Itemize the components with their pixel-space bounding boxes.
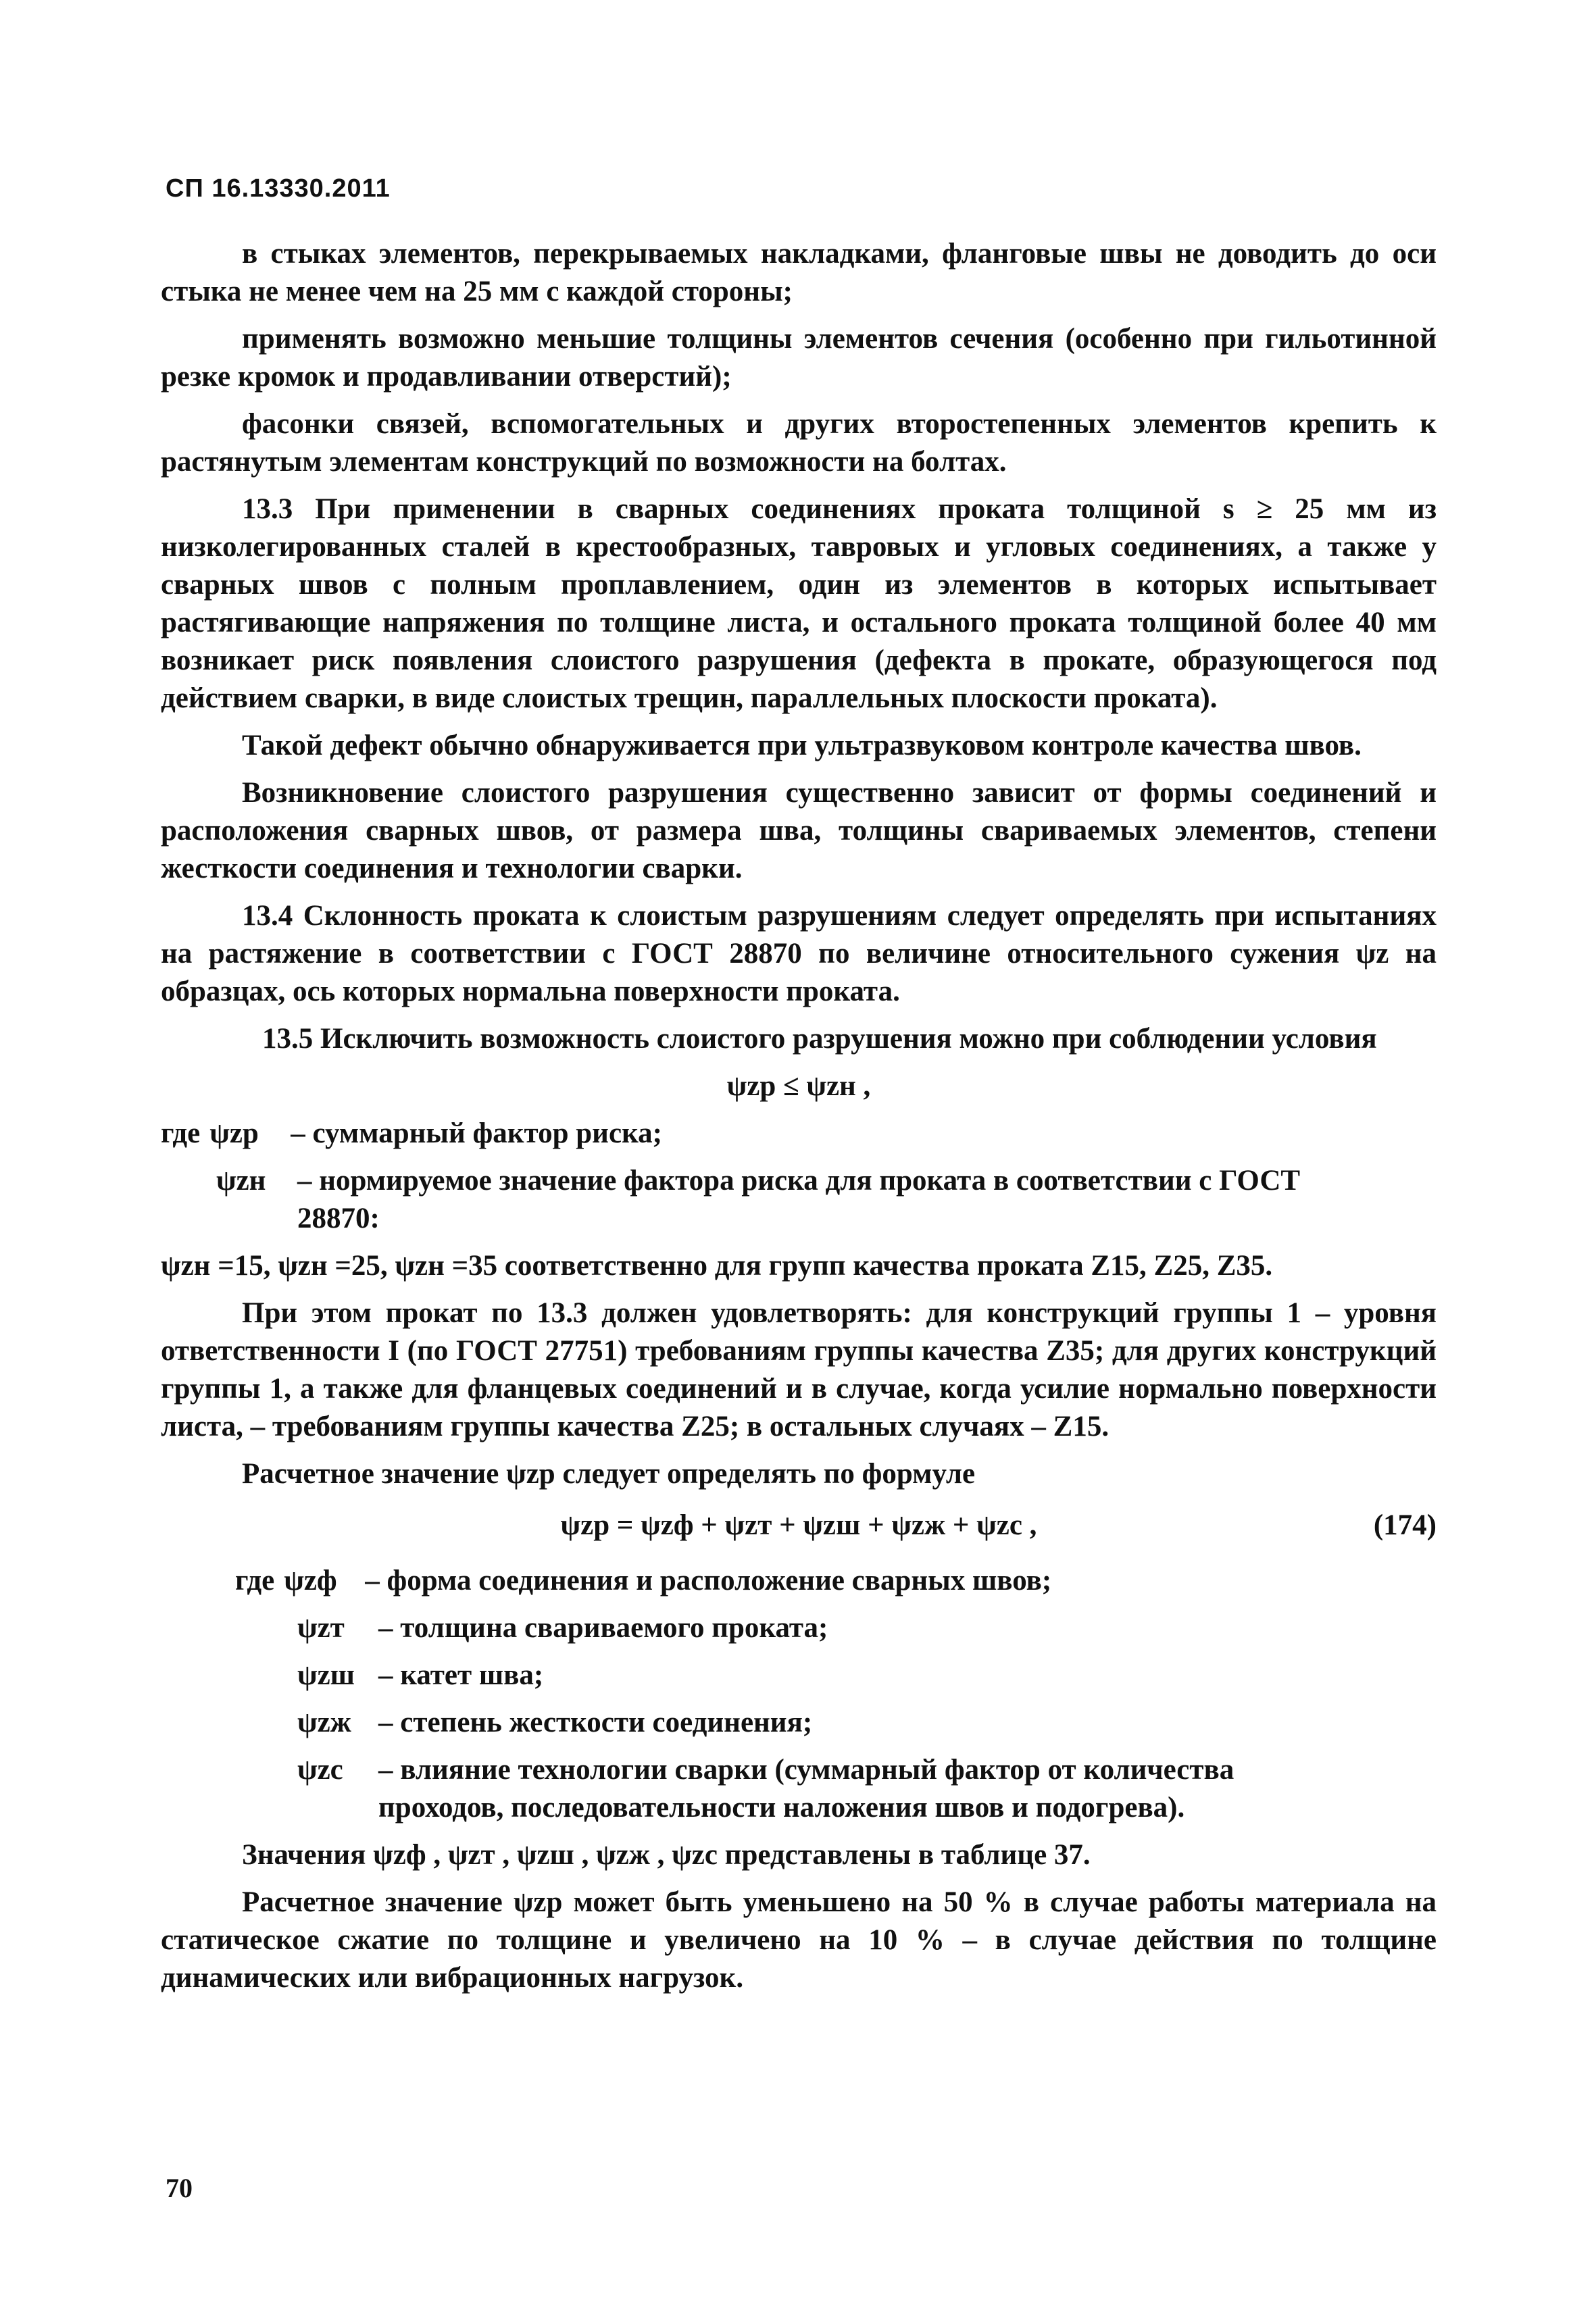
definition-text: – суммарный фактор риска;	[291, 1117, 662, 1149]
formula-expression: ψzp = ψzф + ψzт + ψzш + ψzж + ψzc ,	[560, 1509, 1037, 1541]
condition-formula: ψzp ≤ ψzн ,	[726, 1070, 871, 1102]
formula-number: (174)	[1373, 1509, 1437, 1541]
definition-symbol: ψzт	[297, 1612, 345, 1644]
table-reference: Значения ψzф , ψzт , ψzш , ψzж , ψzc представлены в таблице 37.	[242, 1839, 1091, 1871]
definition-symbol: ψzн	[216, 1165, 266, 1197]
definition-row	[161, 1115, 1437, 1153]
definition-row	[161, 1751, 1437, 1827]
definition-row	[161, 1609, 1437, 1647]
definition-text: – степень жесткости соединения;	[378, 1707, 813, 1738]
definition-symbol: ψzc	[297, 1754, 343, 1786]
paragraph-gusset-bolts: фасонки связей, вспомогательных и других второстепенных элементов крепить к растянутым элементам конструкций по возможности на болтах.	[161, 408, 1437, 478]
document-code-header: СП 16.13330.2011	[166, 174, 391, 203]
calc-intro: Расчетное значение ψzp следует определять по формуле	[242, 1458, 976, 1490]
section-13-3: 13.3 При применении в сварных соединениях проката толщиной s ≥ 25 мм из низколегированных сталей в крестообразных, тавровых и угловых соединениях, а также у сварных швов с полным проплавлением, один из элементов в которых испытывает растягивающие напряжения по толщине листа, и остального проката толщиной более 40 мм возникает риск появления слоистого разрушения (дефекта в прокате, образующегося под действием сварки, в виде слоистых трещин, параллельных плоскости проката).	[161, 493, 1437, 714]
formula-definitions	[161, 1562, 1437, 1827]
definition-text: – влияние технологии сварки (суммарный фактор от количества проходов, последовательности наложения швов и подогрева).	[378, 1754, 1235, 1823]
reduction-note: Расчетное значение ψzp может быть уменьшено на 50 % в случае работы материала на статическое сжатие по толщине и увеличено на 10 % – в случае действия по толщине динамических или вибрационных нагрузок.	[161, 1886, 1437, 1994]
definition-symbol: ψzж	[297, 1707, 351, 1738]
definition-text: – нормируемое значение фактора риска для проката в соответствии с ГОСТ 28870:	[297, 1165, 1301, 1234]
definition-symbol: ψzp	[209, 1117, 259, 1149]
definition-symbol: ψzф	[284, 1565, 337, 1596]
definition-text: – катет шва;	[378, 1659, 544, 1691]
definition-symbol: ψzш	[297, 1659, 355, 1691]
definition-row	[161, 1704, 1437, 1742]
definition-row	[161, 1657, 1437, 1694]
defect-note: Такой дефект обычно обнаруживается при ультразвуковом контроле качества швов.	[242, 730, 1362, 761]
risk-values-line: ψzн =15, ψzн =25, ψzн =35 соответственно для групп качества проката Z15, Z25, Z35.	[161, 1250, 1273, 1282]
page-number: 70	[166, 2173, 193, 2203]
paragraph-min-thickness: применять возможно меньшие толщины элементов сечения (особенно при гильотинной резке кромок и продавливании отверстий);	[161, 323, 1437, 393]
dependence-note: Возникновение слоистого разрушения существенно зависит от формы соединений и расположения сварных швов, от размера шва, толщины свариваемых элементов, степени жесткости соединения и технологии сварки.	[161, 777, 1437, 884]
document-body	[161, 235, 1437, 2007]
section-13-5: 13.5 Исключить возможность слоистого разрушения можно при соблюдении условия	[262, 1023, 1377, 1055]
definition-row	[161, 1162, 1437, 1238]
definition-row	[161, 1562, 1437, 1600]
definition-text: – толщина свариваемого проката;	[378, 1612, 828, 1644]
definition-text: – форма соединения и расположение сварных швов;	[365, 1565, 1052, 1596]
formula-174	[161, 1507, 1437, 1544]
where-label: где	[235, 1565, 275, 1596]
paragraph-joints-overlap: в стыках элементов, перекрываемых накладками, фланговые швы не доводить до оси стыка не менее чем на 25 мм с каждой стороны;	[161, 238, 1437, 307]
requirements-paragraph: При этом прокат по 13.3 должен удовлетворять: для конструкций группы 1 – уровня ответственности I (по ГОСТ 27751) требованиям группы качества Z35; для других конструкций группы 1, а также для фланцевых соединений и в случае, когда усилие нормально поверхности листа, – требованиям группы качества Z25; в остальных случаях – Z15.	[161, 1297, 1437, 1442]
where-label: где	[161, 1117, 201, 1149]
section-13-4: 13.4 Склонность проката к слоистым разрушениям следует определять при испытаниях на растяжение в соответствии с ГОСТ 28870 по величине относительного сужения ψz на образцах, ось которых нормальна поверхности проката.	[161, 900, 1437, 1007]
condition-definitions	[161, 1115, 1437, 1238]
